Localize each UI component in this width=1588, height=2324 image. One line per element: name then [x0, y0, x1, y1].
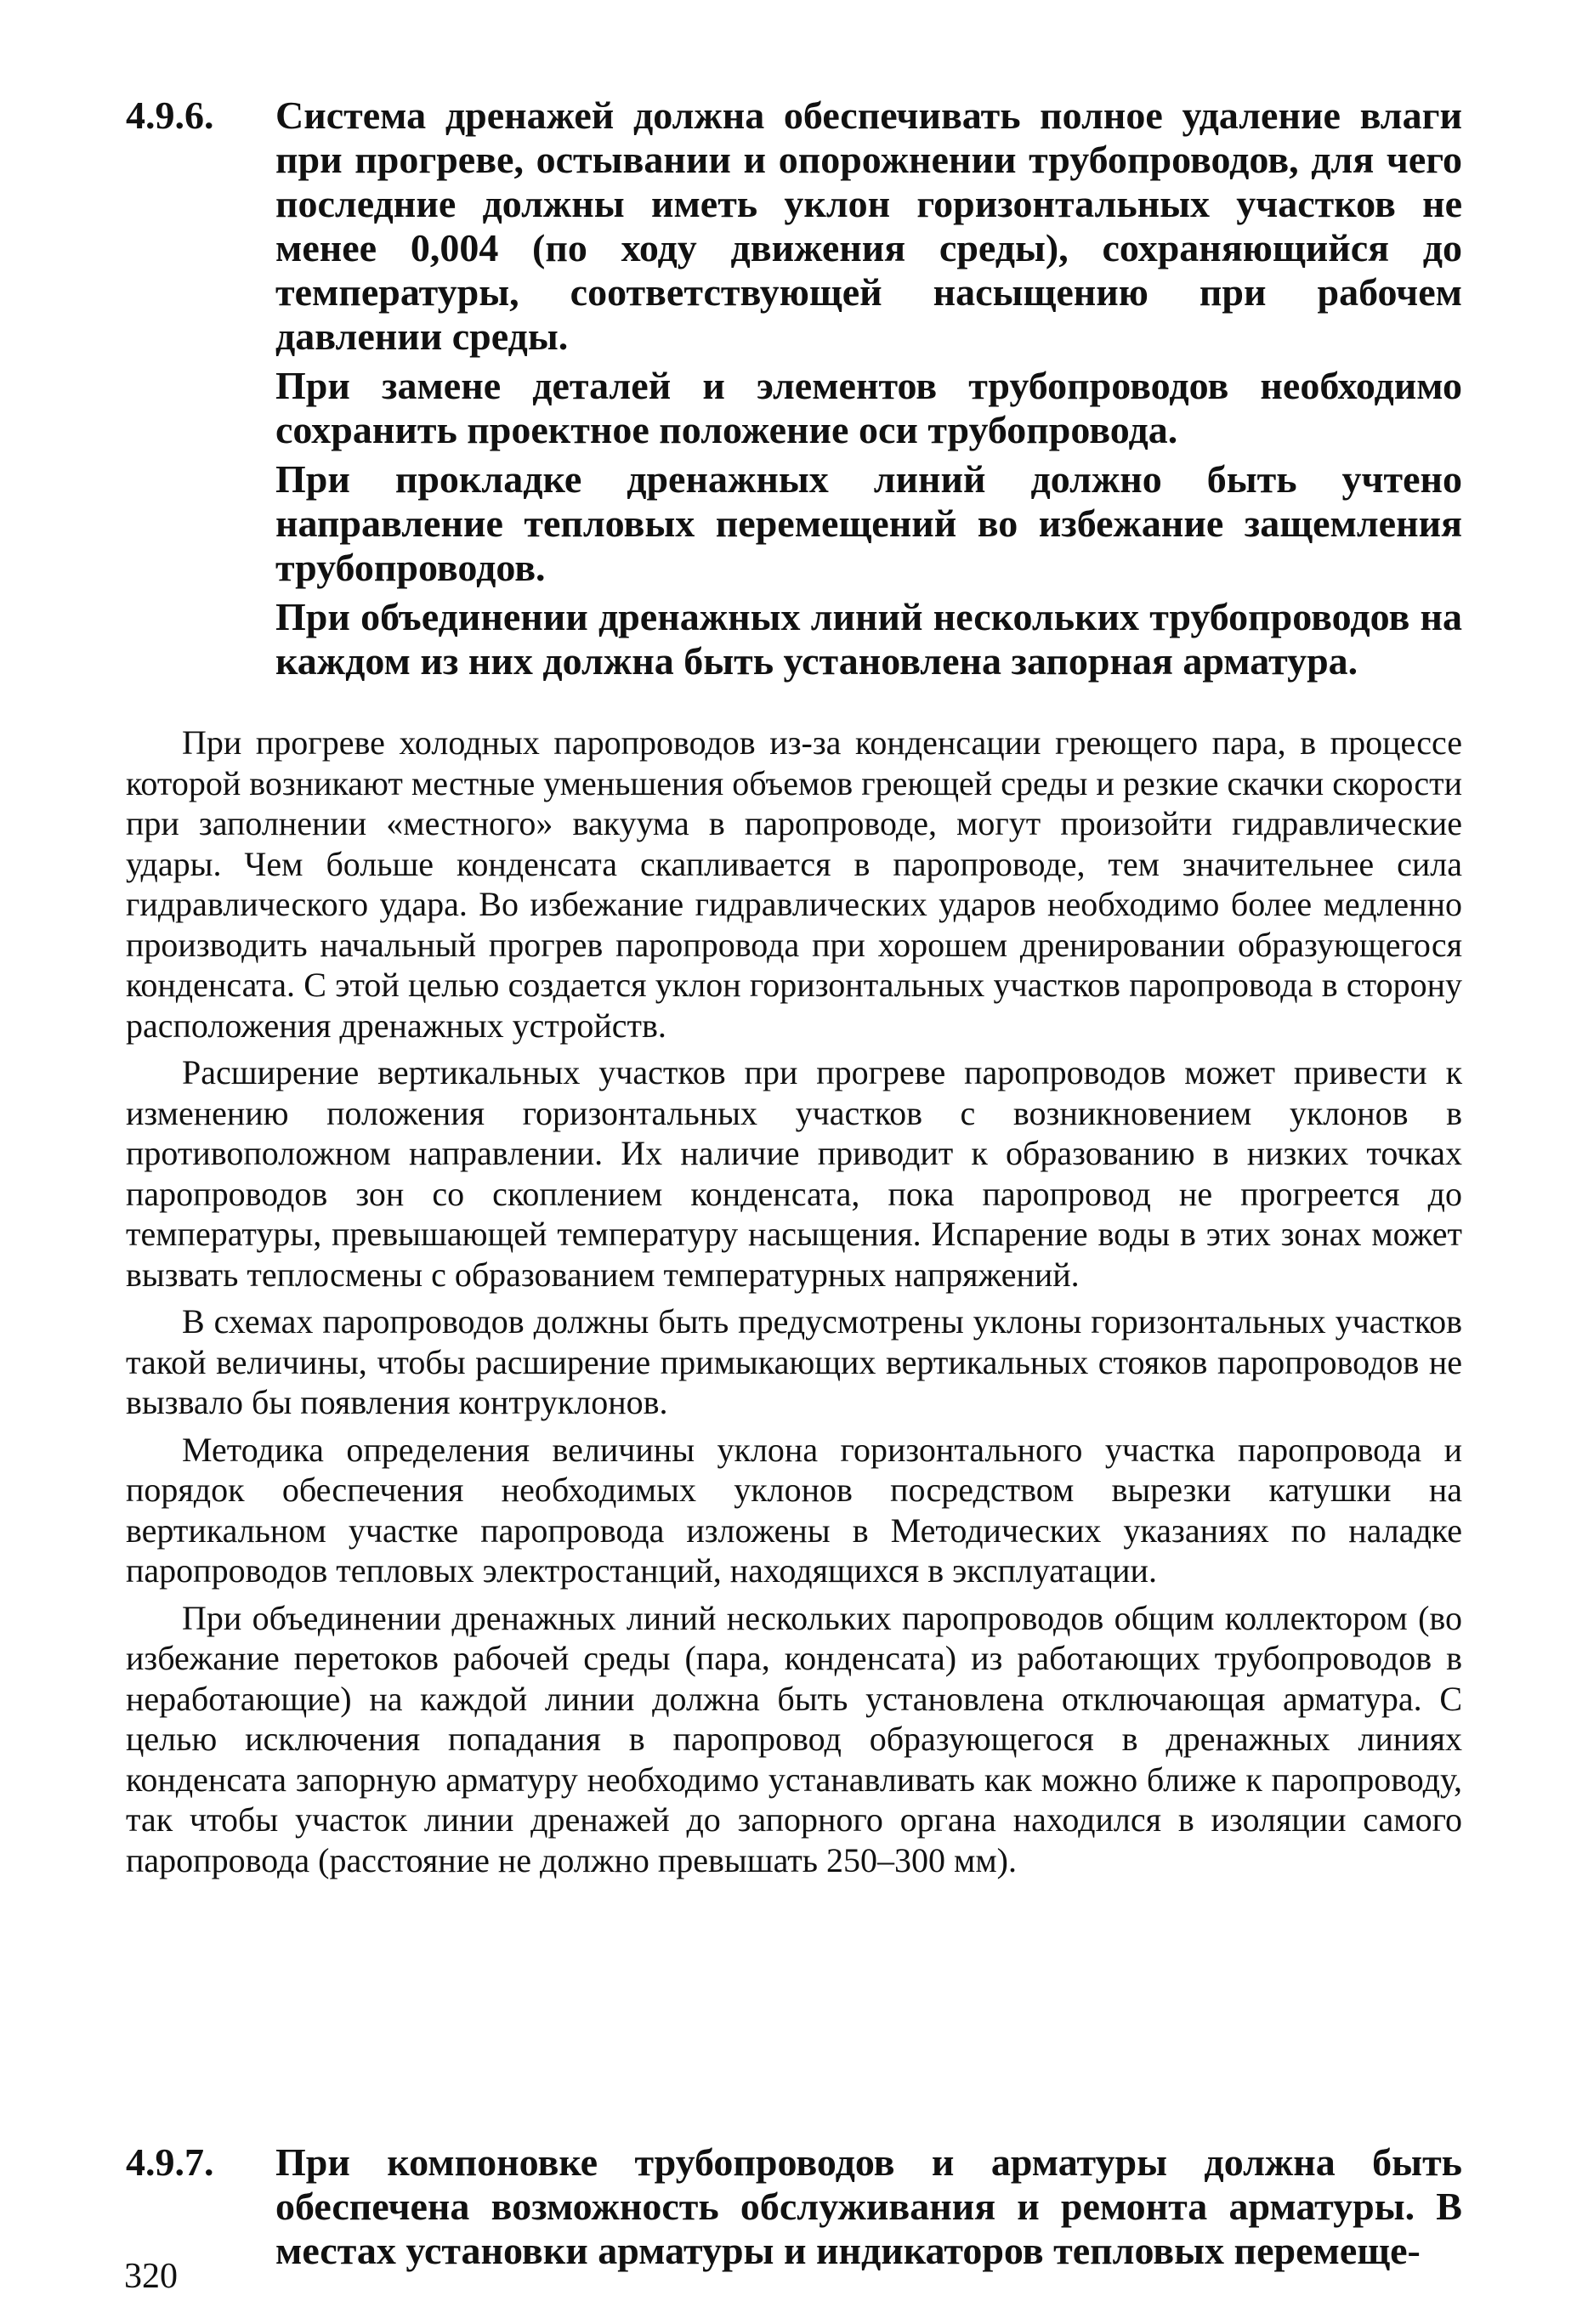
section-paragraph: Система дренажей должна обеспечивать полное удаление влаги при прогреве, остывании и опорожнении трубопроводов, для чего последние должны иметь уклон горизонтальных участков не менее 0,004 (по ходу движения среды), сохраняющийся до температуры, соответствующей насыщению при рабочем давлении среды. — [275, 94, 1462, 358]
section-body — [275, 94, 1462, 683]
section-number: 4.9.6. — [126, 94, 214, 137]
section-paragraph: При объединении дренажных линий нескольких трубопроводов на каждом из них должна быть установлена запорная арматура. — [275, 595, 1462, 683]
section-number: 4.9.7. — [126, 2140, 214, 2184]
section-paragraph: При замене деталей и элементов трубопроводов необходимо сохранить проектное положение оси трубопровода. — [275, 364, 1462, 451]
section-body — [275, 2140, 1462, 2273]
commentary-paragraph: При прогреве холодных паропроводов из-за конденсации греющего пара, в процессе которой возникают местные уменьшения объемов греющей среды и резкие скачки скорости при заполнении «местного» вакуума в паропроводе, могут произойти гидравлические удары. Чем больше конденсата скапливается в паропроводе, тем значительнее сила гидравлического удара. Во избежание гидравлических ударов необходимо более медленно производить начальный прогрев паропровода при хорошем дренировании образующегося конденсата. С этой целью создается уклон горизонтальных участков паропровода в сторону расположения дренажных устройств. — [126, 723, 1462, 1045]
page-number: 320 — [124, 2257, 178, 2296]
section-4-9-7 — [126, 2140, 1462, 2278]
commentary-paragraph: Методика определения величины уклона горизонтального участка паропровода и порядок обеспечения необходимых уклонов посредством вырезки катушки на вертикальном участке паропровода изложены в Методических указаниях по наладке паропроводов тепловых электростанций, находящихся в эксплуатации. — [126, 1430, 1462, 1590]
commentary-paragraph: При объединении дренажных линий нескольких паропроводов общим коллектором (во избежание перетоков рабочей среды (пара, конденсата) из работающих трубопроводов в неработающие) на каждой линии должна быть установлена отключающая арматура. С целью исключения попадания в паропровод образующегося в дренажных линиях конденсата запорную арматуру необходимо устанавливать как можно ближе к паропроводу, так чтобы участок линии дренажей до запорного органа находился в изоляции самого паропровода (расстояние не должно превышать 250–300 мм). — [126, 1598, 1462, 1879]
section-paragraph: При прокладке дренажных линий должно быть учтено направление тепловых перемещений во избежание защемления трубопроводов. — [275, 457, 1462, 589]
section-4-9-6 — [126, 94, 1462, 689]
commentary-paragraph: Расширение вертикальных участков при прогреве паропроводов может привести к изменению положения горизонтальных участков с возникновением уклонов в противоположном направлении. Их наличие приводит к образованию в низких точках паропроводов зон со скоплением конденсата, пока паропровод не прогреется до температуры, превышающей температуру насыщения. Испарение воды в этих зонах может вызвать теплосмены с образованием температурных напряжений. — [126, 1053, 1462, 1294]
section-paragraph: При компоновке трубопроводов и арматуры должна быть обеспечена возможность обслуживания и ремонта арматуры. В местах установки арматуры и индикаторов тепловых перемеще- — [275, 2140, 1462, 2272]
commentary-paragraph: В схемах паропроводов должны быть предусмотрены уклоны горизонтальных участков такой величины, чтобы расширение примыкающих вертикальных стояков паропроводов не вызвало бы появления контруклонов. — [126, 1302, 1462, 1421]
commentary-text — [126, 723, 1462, 1887]
